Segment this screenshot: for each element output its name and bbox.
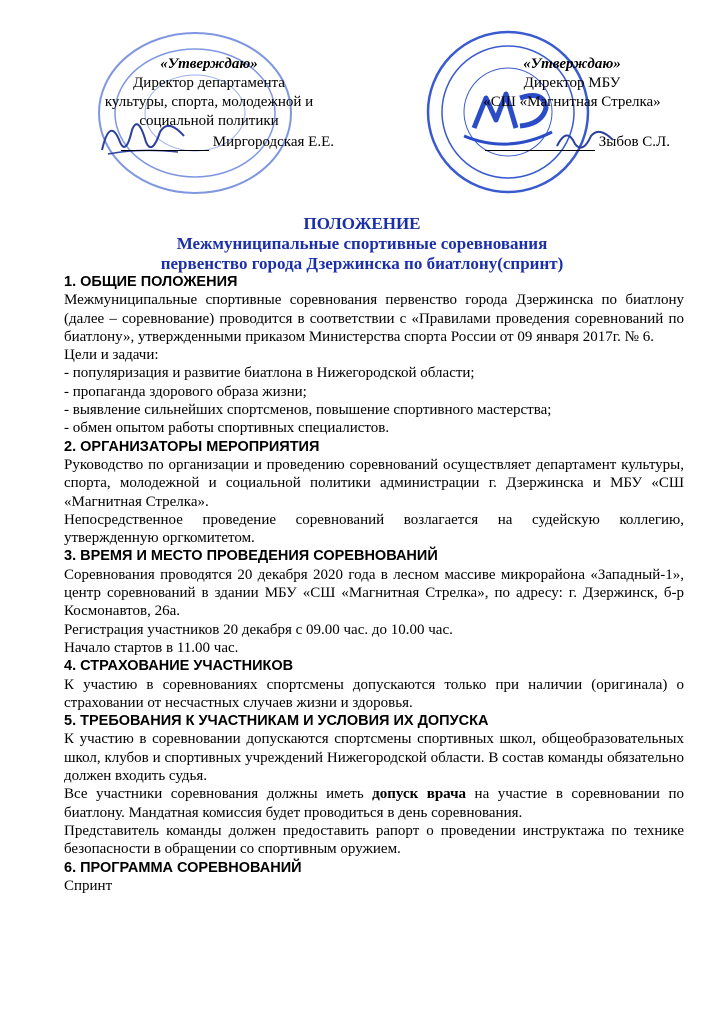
paragraph: Начало стартов в 11.00 час. [64,639,239,656]
paragraph: Спринт [64,877,113,894]
paragraph: Руководство по организации и проведению соревнований осуществляет департамент культуры, спорта, молодежной и социальной политики администрации г. Дзержинска и МБУ «СШ «Магнитная Стрелка». [64,456,684,510]
approval-position-line: «СШ «Магнитная Стрелка» [483,94,661,110]
section-heading: 5. ТРЕБОВАНИЯ К УЧАСТНИКАМ И УСЛОВИЯ ИХ ДОПУСКА [64,713,489,730]
paragraph: Соревнования проводятся 20 декабря 2020 года в лесном массиве микрорайона «Западный-1», центр соревнований в здании МБУ «СШ «Магнитная Стрелка», по адресу: г. Дзержинск, б-р Космонавтов, 26а. [64,566,684,620]
approval-heading: «Утверждаю» [160,56,258,72]
list-item: - выявление сильнейших спортсменов, повышение спортивного мастерства; [64,402,552,419]
approval-signer-school [470,134,670,151]
approval-position-line: Директор департамента [133,75,285,91]
paragraph: Цели и задачи: [64,347,159,364]
approval-block-department [74,55,344,131]
section-heading: 6. ПРОГРАММА СОРЕВНОВАНИЙ [64,859,302,876]
signature-line [485,136,595,151]
section-heading: 1. ОБЩИЕ ПОЛОЖЕНИЯ [64,274,238,290]
approval-heading: «Утверждаю» [523,56,621,72]
approval-position-line: культуры, спорта, молодежной и [104,94,314,110]
bold-text-run: допуск врача [372,786,467,803]
school-stamp-icon [424,28,592,196]
paragraph: К участию в соревновании допускаются спортсмены спортивных школ, общеобразовательных школ, клубов и спортивных учреждений Нижегородской области. В состав команды обязательно должен входить судья. [64,731,684,785]
signature-line [121,136,209,151]
section-heading: 2. ОРГАНИЗАТОРЫ МЕРОПРИЯТИЯ [64,438,320,455]
document-subtitle: первенство города Дзержинска по биатлону(спринт) [160,254,564,273]
paragraph: Представитель команды должен предоставить рапорт о проведении инструктажа по технике безопасности в обращении со спортивным оружием. [64,822,684,858]
approval-block-school [452,55,692,112]
section-heading: 3. ВРЕМЯ И МЕСТО ПРОВЕДЕНИЯ СОРЕВНОВАНИЙ [64,548,438,565]
section-heading: 4. СТРАХОВАНИЕ УЧАСТНИКОВ [64,658,294,675]
paragraph: Межмуниципальные спортивные соревнования первенство города Дзержинска по биатлону (далее – соревнование) проводится в соответствии с «Правилами проведения соревнований по биатлону», утвержденными приказом Министерства спорта России от 09 января 2017г. № 6. [64,292,684,345]
signer-name: Зыбов С.Л. [598,134,670,150]
approval-signer-department [74,134,334,151]
document-body [64,273,684,895]
approval-position-line: Директор МБУ [523,75,621,91]
list-item: - пропаганда здорового образа жизни; [64,383,307,400]
paragraph: Регистрация участников 20 декабря с 09.00 час. до 10.00 час. [64,621,453,638]
approval-position-line: социальной политики [139,113,279,129]
text-run: на участие в соревновании по биатлону. Мандатная комиссия будет проводиться в день соревнования. [64,786,684,821]
paragraph [64,785,684,822]
list-item: - популяризация и развитие биатлона в Нижегородской области; [64,365,475,382]
paragraph: Непосредственное проведение соревнований возлагается на судейскую коллегию, утвержденную оргкомитетом. [64,511,684,547]
paragraph: К участию в соревнованиях спортсмены допускаются только при наличии (оригинала) о страховании от несчастных случаев жизни и здоровья. [64,676,684,711]
document-subtitle: Межмуниципальные спортивные соревнования [176,234,548,253]
signer-name: Миргородская Е.Е. [212,134,334,150]
document-title: ПОЛОЖЕНИЕ [303,214,421,233]
text-run: Все участники соревнования должны иметь [64,786,373,803]
list-item: - обмен опытом работы спортивных специалистов. [64,420,390,437]
